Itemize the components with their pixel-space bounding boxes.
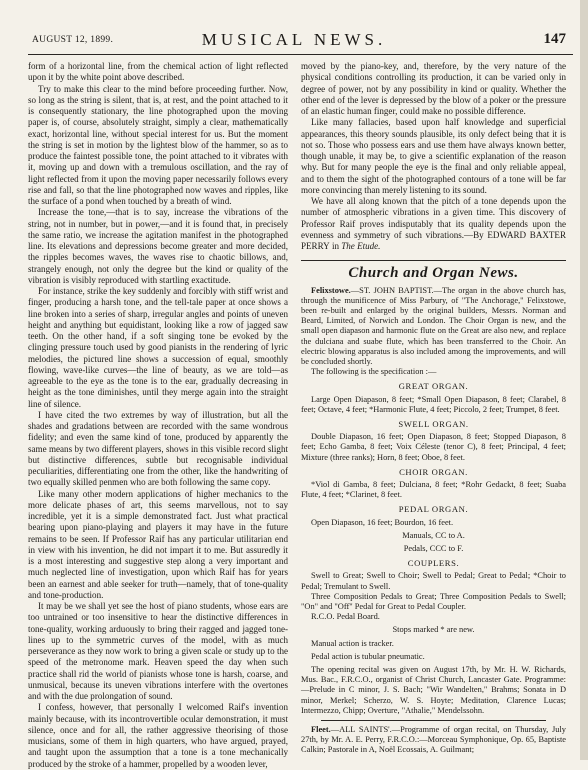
entry-divider bbox=[321, 720, 546, 721]
section-title: Church and Organ News. bbox=[348, 265, 519, 282]
choir-organ-stops: *Viol di Gamba, 8 feet; Dulciana, 8 feet; *Rohr Gedackt, 8 feet; Suaba Flute, 4 feet; *Clarinet, 8 feet. bbox=[301, 479, 566, 500]
signature-suffix: in bbox=[331, 241, 339, 251]
paragraph: Try to make this clear to the mind before proceeding further. Now, so long as the string is silent, that is, at rest, and the point attached to it is consequently stationary, the line photographed upon the moving paper is, of course, absolutely straight, simply a clear, mathematically exact, horizontal line, without special interest for us. But the moment the string is set in motion by the lightest blow of the hammer, so as to produce the faintest possible tone, the point attached to it vibrates with it, moving up and down with a tremulous oscillation, and the ray of light reflected from it upon the moving paper necessarily follows every rise and fall, so that the line photographed now waves and ripples, like the surface of a pond when touched by a breath of wind. bbox=[28, 83, 288, 206]
church-name: —ALL SAINTS'. bbox=[330, 725, 392, 735]
felixstowe-entry bbox=[301, 286, 566, 368]
swell-organ-stops: Double Diapason, 16 feet; Open Diapason, 8 feet; Stopped Diapason, 8 feet; Echo Gamba, 8 feet; Voix Céleste (tenor C), 8 feet; Principal, 4 feet; Mixture (three ranks); Horn, 8 feet; Oboe, 8 feet. bbox=[301, 432, 566, 462]
great-organ-stops: Large Open Diapason, 8 feet; *Small Open Diapason, 8 feet; Clarabel, 8 feet; Octave, 4 feet; *Harmonic Flute, 4 feet; Piccolo, 2 feet; Trumpet, 8 feet. bbox=[301, 394, 566, 414]
header-rule bbox=[28, 54, 573, 55]
paragraph: form of a horizontal line, from the chemical action of light reflected upon it by the white point above described. bbox=[28, 61, 288, 83]
pedal-action: Pedal action is tubular pneumatic. bbox=[311, 651, 425, 661]
couplers-list: Swell to Great; Swell to Choir; Swell to Pedal; Great to Pedal; *Choir to Pedal; Tremulant to Swell. bbox=[301, 571, 566, 591]
section-divider bbox=[301, 260, 566, 261]
paragraph: Increase the tone,—that is to say, increase the vibrations of the string, not in number, but in power,—and it is found that, in precisely the same ratio, we increase the agitation manifest in the photographed line. Its elevations and depressions become greater and more decided, the ripples becomes waves, the waves rise to chaotic billows, and, strangely enough, not only the degree but the kind or quality of the vibration is visibly reproduced with startling exactitude. bbox=[28, 207, 288, 285]
swell-organ-heading: SWELL ORGAN. bbox=[398, 418, 469, 429]
great-organ-heading: GREAT ORGAN. bbox=[398, 381, 469, 392]
pedal-organ-stops: Open Diapason, 16 feet; Bourdon, 16 feet. bbox=[311, 517, 454, 527]
entry-text: —The organ in the above church has, through the munificence of Miss Parbury, of "The Anchorage," Felixstowe, been re-built and enlarged by the original builders, Messrs. Norman and Beard, Limited, of Norwich and London. The Choir Organ is new, and the small open diapason and harmonic flute on the Great are also new, and replace the dulciana and suabe flute, which has been transferred to the Choir. An electric blowing apparatus is also included among the improvements, and will be concluded shortly. bbox=[301, 285, 566, 366]
paragraph: Like many other modern applications of higher mechanics to the more delicate phases of art, this seems marvellous, not to say incredible, yet it is a simple demonstrated fact. Just what practical bearing upon piano-playing and players it may have in the future remains to be seen. If Professor Raif has any particular utilitarian end in view with his invention, he did not impart it to me. But assuredly it is a most interesting and suggestive step along a very important and much neglected line of investigation, upon which Raif has for years been an earnest and able seeker for truth—namely, that of tone-quality and tone-production. bbox=[28, 488, 288, 600]
right-column bbox=[301, 61, 566, 756]
paragraph: moved by the piano-key, and, therefore, by the very nature of the physical conditions controlling its production, it can be varied only in degree of power, not by any possibility in kind or quality. Whether the other end of the lever is depressed by the blow of a poker or the pressure of an elastic human finger, could make no possible difference. bbox=[301, 61, 566, 116]
page-number: 147 bbox=[543, 31, 566, 47]
stops-note: Stops marked * are new. bbox=[392, 625, 475, 635]
spec-intro: The following is the specification :— bbox=[311, 367, 437, 377]
paragraph: Like many fallacies, based upon half knowledge and superficial appearances, this theory sounds plausible, its only defect being that it is not so. Those who possess ears and use them have always known better, though unable, it may be, to give a scientific explanation of the reason why. But for many people the eye is the final and only reliable appeal, and to them the sight of the photographed contours of a tone will be far more convincing than merely listening to its sound. bbox=[301, 117, 566, 195]
paragraph-text: We have all along known that the pitch of a tone depends upon the number of atmospheric vibrations in a given time. This discovery of Professor Raif proves indisputably that its quality depends upon the evenness and symmetry of such vibrations.—By bbox=[301, 196, 566, 240]
manual-action: Manual action is tracker. bbox=[311, 638, 394, 648]
left-column bbox=[28, 61, 288, 770]
composition-pedals: Three Composition Pedals to Great; Three Composition Pedals to Swell; "On" and "Off" Pedal for Great to Pedal Coupler. bbox=[301, 591, 566, 611]
place-name: Felixstowe. bbox=[311, 285, 351, 295]
organ-news-block bbox=[301, 286, 566, 756]
article-closing-paragraph bbox=[301, 196, 566, 252]
pedal-board: R.C.O. Pedal Board. bbox=[311, 612, 380, 622]
paragraph: For instance, strike the key suddenly and forcibly with stiff wrist and finger, producing a harsh tone, and the tell-tale paper at once shows a line broken into a series of sharp, irregular angles and points of uneven height and anything but equidistant, looking like a row of jagged saw teeth. On the other hand, if a soft singing tone be evoked by the clinging pressure touch used by good pianists in the rendering of lyric melodies, the pictured line shows a succession of equal, smoothly flowing, wave-like curves—the line of beauty, as we are told—as agreeable to the eye as the tone is to the ear, gradually decreasing in height as the tone diminishes, until they merge again into the straight line of silence. bbox=[28, 286, 288, 409]
issue-date: AUGUST 12, 1899. bbox=[32, 35, 114, 45]
recital-paragraph: The opening recital was given on August 17th, by Mr. H. W. Richards, Mus. Bac., F.R.C.O., organist of Christ Church, Lancaster Gate. Programme:—Prelude in C minor, J. S. Bach; "Wir Wandelten," Brahms; Sonata in D minor, Merkel; Scherzo, W. S. Hoyte; Meditation, Clarence Lucas; Intermezzo, Chipp; Overture, "Athalie," Mendelssohn. bbox=[301, 665, 566, 715]
choir-organ-heading: CHOIR ORGAN. bbox=[399, 466, 468, 477]
place-name: Fleet. bbox=[311, 725, 331, 735]
church-name: —ST. JOHN BAPTIST. bbox=[350, 285, 434, 295]
page-header bbox=[0, 0, 588, 54]
paragraph: I confess, however, that personally I welcomed Raif's invention mainly because, with its incontrovertible ocular demonstration, it must silence, once and for all, the rather aggressive theorising of those musicians, some of them in high quarters, who have argued, prayed, and taught upon the assumption that a tone is a tone mechanically produced by the stroke of a hammer, propelled by a wooden lever, bbox=[28, 702, 288, 769]
pedal-organ-heading: PEDAL ORGAN. bbox=[398, 504, 469, 515]
entry-text: —Programme of organ recital, on Thursday, July 27th, by Mr. A. E. Perry, F.R.C.O.:—Morceau Symphonique, Op. 65, Baptiste Calkin; Pastorale in A, Noël Ecossais, A. Guilmant; bbox=[301, 725, 566, 755]
author-signature: EDWARD BAXTER PERRY bbox=[301, 229, 566, 251]
source-publication: The Etude. bbox=[341, 241, 381, 251]
page-edge bbox=[580, 0, 588, 760]
paragraph: It may be we shall yet see the host of piano students, whose ears are too untrained or too insensitive to hear the distinctive differences in tone-quality, working arduously to bring their ragged and jagged tone-lines up to the symmetric curves of the model, with as much perseverance as they now work to bring a given scale or study up to the speed of the metronome mark. Heaven speed the day when such practice shall rid the world of pianists whose tone is harsh, coarse, and unmusical, because its uneven vibrations interfere with the overtones and with the due prolongation of sound. bbox=[28, 601, 288, 701]
couplers-heading: COUPLERS. bbox=[407, 558, 460, 569]
fleet-entry bbox=[301, 725, 566, 756]
paragraph: I have cited the two extremes by way of illustration, but all the shades and gradations between are recorded with the same wondrous fidelity; and even the same kind of tone, produced by apparently the same means by two different players, shows in this visible record slight but distinctive differences, subtle but recognisable individual peculiarities, differentiating one from the other, like the handwriting of two equally skilled penmen who are both following the same copy. bbox=[28, 409, 288, 488]
masthead-title: MUSICAL NEWS. bbox=[201, 30, 387, 49]
pedals-compass: Pedals, CCC to F. bbox=[403, 543, 464, 553]
manuals-compass: Manuals, CC to A. bbox=[402, 530, 465, 540]
